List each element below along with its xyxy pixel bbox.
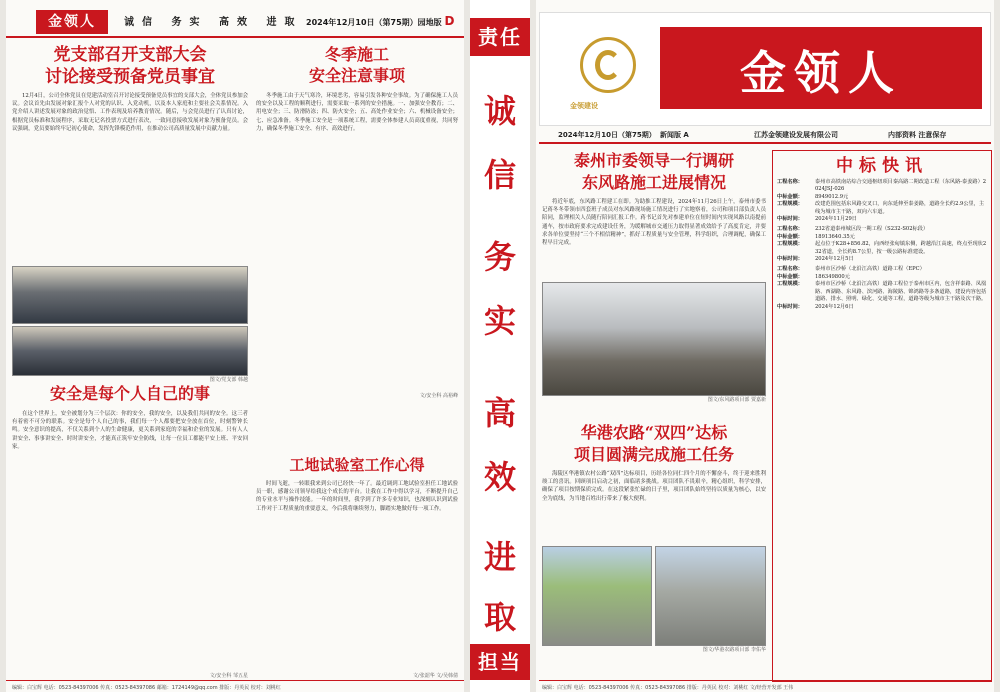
caption: 图文/华港农路项目部 李佑华: [702, 647, 766, 653]
bid-item: 工程名称： 232省道泰州城区段一期工程（S232-S02标段） 中标金额： 18913640.35元 工程规模： 起点位于K28+856.82，向西经张甸镇东侧，跨越沿江高速，终点至现状232省道，全长约8.7公里，按一级公路标准建设。 中标时间： 2024年12月5日: [777, 226, 987, 263]
vertical-banner: [470, 0, 530, 692]
bid-project: 232省道泰州城区段一期工程（S232-S02标段）: [815, 226, 929, 233]
article-title-1: 党支部召开支部大会: [53, 45, 207, 65]
page-letter: D: [444, 14, 455, 28]
bid-amount: 18913640.35元: [815, 233, 855, 240]
article-title-2: 安全注意事项: [308, 66, 405, 85]
article-body: 冬季施工由于天气寒冷，环境恶劣，容易引发各种安全事故。为了确保施工人员的安全以及工程的顺利进行，需要采取一系列的安全措施。一、加强安全教育；二、用电安全；三、防滑防冻；四、防火安全；五、高处作业安全；六、机械设备安全；七、应急准备。冬季施工安全是一项系统工程，需要全体参建人员高度重视，共同努力，确保冬季施工安全、有序、高效进行。: [256, 93, 458, 132]
bid-scope: 起点位于K28+856.82，向西经张甸镇东侧，跨越沿江高速，终点至现状232省道，全长约8.7公里，按一级公路标准建设。: [815, 241, 987, 255]
banner-bottom: 担当: [470, 644, 530, 680]
article-title-1: 华港农路“双四”达标: [580, 423, 728, 442]
internal-note: 内部资料 注意保存: [888, 131, 947, 139]
bid-item: 工程名称： 泰州市高铁南站综合交通枢纽项目秦高路二期改造工程（东风路-泰姜路）2024JSJ-026 中标金额： 8949012.9元 工程规模： 改建范围包括东风路交叉口，向东延伸至泰姜路，道路全长约2.9公里，主线为城市主干路，双向六车道。 中标时间： 2024年11月29日: [777, 179, 987, 223]
section-label: 新闻版 A: [660, 131, 689, 139]
bid-project: 泰州市高铁南站综合交通枢纽项目秦高路二期改造工程（东风路-泰姜路）2024JSJ-026: [815, 179, 987, 193]
issue-date: 2024年12月10日（第75期）园地版: [306, 18, 442, 27]
article-city-visit: [542, 150, 766, 403]
article-party-meeting: [12, 44, 248, 383]
banner-char: 效: [483, 458, 516, 496]
bid-item: 工程名称： 泰州市区沙桥（北沿江高铁）道路工程（EPC） 中标金额： 186349800元 工程规模： 泰州市区沙桥（北沿江高铁）道路工程位于泰州市区内，包含祥泰路、凤凰路、西湖路、东风路、滨河路、海陵路、锦鸿路等多条道路，建设内容包括道路、排水、照明、绿化、交通等工程，道路等级为城市主干路及次干路。 中标时间： 2024年12月6日: [777, 266, 987, 310]
article-body: 将近年底，东风路工程建工在即。为助推工程建设，2024年11月26日上午，泰州市委书记蒋冬冬带领市四套班子成员对东风路现场施工情况进行了实地察看，公司和项目部负责人员陪同，监理相关人员随行陪同汇报工作。蒋书记首先对参建单位在短时间内实现风路以南提前通车，按市政府要求完成建设任务，为缓解城市交通压力取得显著成效给予了高度肯定，并要求各单位要坚持“三个不相信精神”，抓好工程质量与安全管理，科学组织，合理调配，确保工程早日完成。: [542, 199, 766, 247]
byline: 文/安全科 邹五星: [209, 673, 248, 679]
site-visit-photo: [542, 282, 766, 396]
bid-date: 2024年12月5日: [815, 256, 854, 263]
bid-news-box: [772, 150, 992, 682]
article-body: 在这个世界上，安全被划分为三个层次：你的安全，我的安全，以及我们共同的安全。这三者有着密不可分的联系。安全是每个人自己的事，我们每一个人都要把安全放在首位，时刻警钟长鸣。安全意识的提高，不仅关系到个人的生命健康，更关系到家庭的幸福和企业的发展。只有人人讲安全、事事讲安全、时时讲安全，才能真正筑牢安全防线，让每一位员工都能平安上班、平安回家。: [12, 411, 248, 450]
header-rule: [6, 36, 464, 38]
newspaper-page-d: [6, 0, 464, 692]
footer-rule: [539, 680, 991, 681]
article-body: 海陵区华港镇农村公路“双四”达标项目，历经各位同仁四个月的不懈奋斗，终于迎来胜利竣工的喜讯。回顾项目启动之初，面临诸多挑战。项目团队不畏艰辛，精心组织，科学安排，确保了项目按期保质完成。在这段紧张忙碌的日子里，项目团队始终坚持以质量为核心，以安全为底线，为当地百姓出行带来了极大便利。: [542, 471, 766, 502]
motto: 诚信 务实 高效 进取: [124, 17, 303, 28]
article-safety-everyone: [12, 382, 248, 679]
article-road-project: [542, 422, 766, 653]
byline: 文/张韶华 文/吴韩倩: [413, 673, 458, 679]
brand-name: 金领建设: [570, 101, 598, 110]
article-body: 时间飞逝，一转眼我来到公司已经快一年了。最近调到工地试验室担任工地试验员一职，感谢公司领导给我这个成长的平台。让我在工作中得以学习，不断提升自己的专业水平与操作技能。一年的时间里，我学到了许多专业知识，也深刻认识到试验工作对于工程质量的重要意义，今后我将继续努力，脚踏实地做好每一项工作。: [256, 481, 458, 512]
banner-char: 务: [483, 238, 516, 276]
article-title-2: 东风路施工进展情况: [581, 173, 726, 192]
bid-date: 2024年11月29日: [815, 216, 857, 223]
article-title-2: 项目圆满完成施工任务: [573, 445, 734, 464]
company-logo-icon: [580, 37, 636, 93]
article-body: 12月4日，公司全体党员在党建活动室召开讨论接受预备党员事宜的支部大会，全体党员参加会议。会议首先由发展对象汇报个人对党的认识、入党动机，以及本人家庭和主要社会关系情况。入党介绍人讲述发展对象的政治觉悟、工作表现及培养教育情况。随后，与会党员进行了认真讨论，根据党员标准和发展程序，采取无记名投票方式进行表决，一致同意接收发展对象为预备党员。会议强调，党员要始终牢记初心使命，发挥先锋模范作用，在推动公司高质量发展中贡献力量。: [12, 93, 248, 132]
footer: 编辑：白宝辉 电话：0523-84397006 传真：0523-84397086 邮箱：1724149@qq.com 排版：丹英民 校对：刘桃红: [12, 685, 281, 691]
meeting-photo: [12, 266, 248, 324]
banner-char: 信: [483, 156, 516, 194]
header-rule: [539, 142, 991, 144]
logo: 金领人: [36, 10, 108, 34]
banner-char: 诚: [483, 92, 516, 130]
masthead-banner: [539, 12, 991, 126]
banner-char: 取: [483, 598, 516, 636]
bid-amount: 186349800元: [815, 273, 850, 280]
bid-scope: 泰州市区沙桥（北沿江高铁）道路工程位于泰州市区内，包含祥泰路、凤凰路、西湖路、东风路、滨河路、海陵路、锦鸿路等多条道路，建设内容包括道路、排水、照明、绿化、交通等工程，道路等级为城市主干路及次干路。: [815, 281, 987, 303]
vote-photo: [12, 326, 248, 376]
article-title-1: 泰州市委领导一行调研: [573, 151, 734, 170]
byline: 文/安全科 高裕峰: [419, 393, 458, 399]
footer-rule: [6, 680, 464, 681]
banner-char: 进: [483, 538, 516, 576]
banner-char: 实: [483, 302, 516, 340]
bid-news-title: 中标快讯: [836, 156, 928, 176]
issue-info: [306, 14, 454, 28]
article-title: 工地试验室工作心得: [289, 456, 425, 474]
issue-date: 2024年12月10日（第75期）: [558, 131, 656, 139]
article-title-2: 讨论接受预备党员事宜: [45, 67, 215, 87]
article-title-1: 冬季施工: [324, 45, 389, 64]
banner-char: 高: [483, 394, 516, 432]
article-lab-notes: [256, 454, 458, 679]
footer: 编辑：白宝辉 电话：0523-84397006 传真：0523-84397086 排版：丹英民 校对：刘桃红 文/经营开发部 王伟: [542, 685, 794, 691]
photo-row: [542, 546, 766, 646]
caption: 图文/党支部 韩越: [209, 377, 248, 383]
bid-amount: 8949012.9元: [815, 193, 849, 200]
road-photo-2: [655, 546, 766, 646]
bid-date: 2024年12月6日: [815, 303, 854, 310]
page-header: [6, 0, 464, 38]
caption: 图文/东风路项目部 贾嘉新: [707, 397, 766, 403]
company-name: 江苏金领建设发展有限公司: [754, 131, 838, 139]
masthead-title: 金领人: [740, 46, 902, 100]
masthead: [660, 27, 982, 109]
bid-project: 泰州市区沙桥（北沿江高铁）道路工程（EPC）: [815, 266, 925, 273]
article-winter-safety: [256, 44, 458, 399]
article-title: 安全是每个人自己的事: [49, 384, 210, 403]
banner-top: 责任: [470, 18, 530, 56]
newspaper-page-a: [536, 0, 994, 692]
road-photo-1: [542, 546, 652, 646]
bid-scope: 改建范围包括东风路交叉口，向东延伸至泰姜路，道路全长约2.9公里，主线为城市主干路，双向六车道。: [815, 201, 985, 215]
